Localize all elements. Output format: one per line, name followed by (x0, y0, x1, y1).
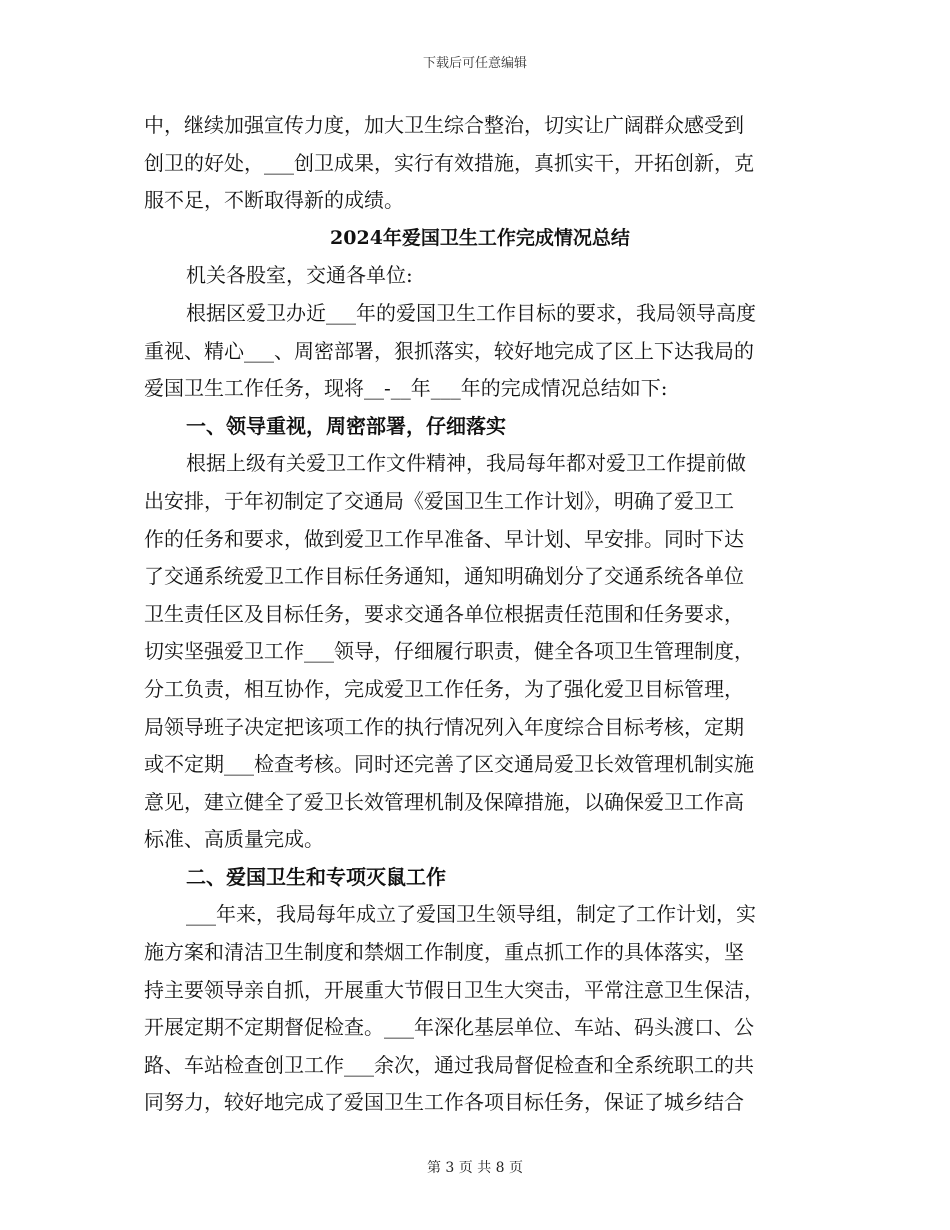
text-line: 意见，建立健全了爱卫长效管理机制及保障措施，以确保爱卫工作高 (144, 789, 744, 814)
text-line: 局领导班子决定把该项工作的执行情况列入年度综合目标考核，定期 (144, 714, 744, 739)
text-line: 持主要领导亲自抓，开展重大节假日卫生大突击，平常注意卫生保洁， (144, 977, 764, 1002)
text-line: 同努力，较好地完成了爱国卫生工作各项目标任务，保证了城乡结合 (144, 1090, 744, 1115)
text-line: 根据上级有关爱卫工作文件精神，我局每年都对爱卫工作提前做 (186, 451, 746, 476)
text-line: 作的任务和要求，做到爱卫工作早准备、早计划、早安排。同时下达 (144, 526, 744, 551)
text-line: 了交通系统爱卫工作目标任务通知，通知明确划分了交通系统各单位 (144, 564, 744, 589)
text-line: 或不定期___检查考核。同时还完善了区交通局爱卫长效管理机制实施 (144, 752, 754, 777)
text-line: 切实坚强爱卫工作___领导，仔细履行职责，健全各项卫生管理制度， (144, 639, 754, 664)
text-line: 开展定期不定期督促检查。___年深化基层单位、车站、码头渡口、公 (144, 1015, 754, 1040)
text-line: 重视、精心___、周密部署，狠抓落实，较好地完成了区上下达我局的 (144, 338, 754, 363)
text-line: 爱国卫生工作任务，现将__-__年___年的完成情况总结如下: (144, 376, 668, 401)
text-line: 根据区爱卫办近___年的爱国卫生工作目标的要求，我局领导高度 (186, 300, 756, 325)
text-line: 标准、高质量完成。 (144, 827, 324, 852)
page-header: 下载后可任意编辑 (422, 56, 527, 71)
text-line: 出安排，于年初制定了交通局《爱国卫生工作计划》，明确了爱卫工 (144, 488, 734, 513)
text-line: 创卫的好处，___创卫成果，实行有效措施，真抓实干，开拓创新，克 (144, 150, 754, 175)
text-line: 服不足，不断取得新的成绩。 (144, 188, 404, 213)
section-heading: 二、爱国卫生和专项灭鼠工作 (186, 864, 446, 889)
page-footer: 第 3 页 共 8 页 (426, 1160, 524, 1176)
document-title: 2024年爱国卫生工作完成情况总结 (330, 226, 630, 249)
document-body (144, 107, 808, 1122)
text-line: 中，继续加强宣传力度，加大卫生综合整治，切实让广阔群众感受到 (144, 113, 744, 137)
section-heading: 一、领导重视，周密部署，仔细落实 (186, 413, 506, 438)
text-line: ___年来，我局每年成立了爱国卫生领导组，制定了工作计划，实 (186, 902, 756, 927)
text-line: 施方案和清洁卫生制度和禁烟工作制度，重点抓工作的具体落实，坚 (144, 940, 744, 965)
salutation: 机关各股室，交通各单位: (186, 263, 413, 288)
text-line: 分工负责，相互协作，完成爱卫工作任务，为了强化爱卫目标管理， (144, 676, 744, 701)
text-line: 卫生责任区及目标任务，要求交通各单位根据责任范围和任务要求， (144, 601, 744, 626)
text-line: 路、车站检查创卫工作___余次，通过我局督促检查和全系统职工的共 (144, 1052, 754, 1077)
